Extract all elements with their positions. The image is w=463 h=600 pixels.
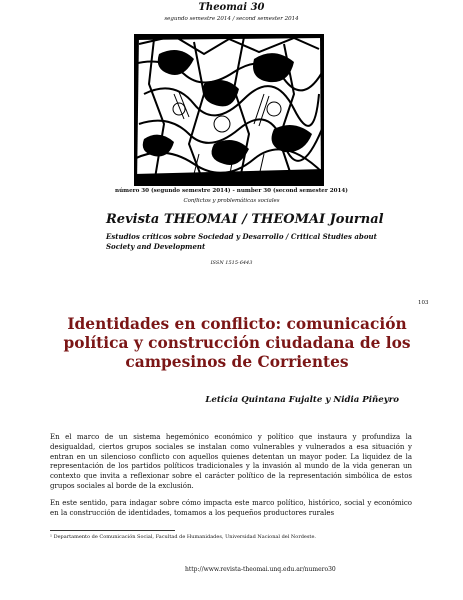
body-paragraph-2: En este sentido, para indagar sobre cómo impacta este marco político, histórico, social y económico en la construcción de identidades, tomamos a los pequeños productores rurales	[50, 498, 412, 517]
journal-header-semester: segundo semestre 2014 / second semester 2014	[164, 16, 299, 22]
journal-name: Revista THEOMAI / THEOMAI Journal	[106, 212, 384, 227]
journal-header-title: Theomai 30	[198, 2, 265, 13]
article-authors: Leticia Quintana Fujalte y Nidia Piñeyro	[205, 395, 399, 405]
issue-line: número 30 (segundo semestre 2014) - number 30 (second semester 2014)	[115, 188, 348, 194]
body-paragraph-1: En el marco de un sistema hegemónico económico y político que instaura y profundiza la desigualdad, ciertos grupos sociales se instalan como vulnerables y vulnerados a esa situación y entran en un silencioso conflicto con aquellos quienes detentan un mayor poder. La liquidez de la representación de los partidos políticos tradicionales y la invasión al mundo de la vida generan un contexto que invita a reflexionar sobre el carácter político de la representación simbólica de estos grupos sociales al borde de la exclusión.	[50, 433, 412, 490]
article-body	[50, 433, 412, 525]
journal-tagline: Estudios críticos sobre Sociedad y Desarrollo / Critical Studies about Society and Development	[106, 232, 377, 251]
page-number: 103	[418, 300, 429, 306]
article-title: Identidades en conflicto: comunicación política y construcción ciudadana de los campesinos de Corrientes	[63, 315, 411, 371]
issue-topic: Conflictos y problemáticas sociales	[183, 198, 280, 204]
footer-url[interactable]: http://www.revista-theomai.unq.edu.ar/numero30	[185, 566, 336, 573]
cover-illustration	[134, 34, 324, 186]
footnote-divider	[50, 530, 175, 531]
issn: ISSN 1515-6443	[210, 260, 253, 266]
footnote: ¹ Departamento de Comunicación Social, Facultad de Humanidades, Universidad Nacional del Nordeste.	[50, 534, 316, 540]
